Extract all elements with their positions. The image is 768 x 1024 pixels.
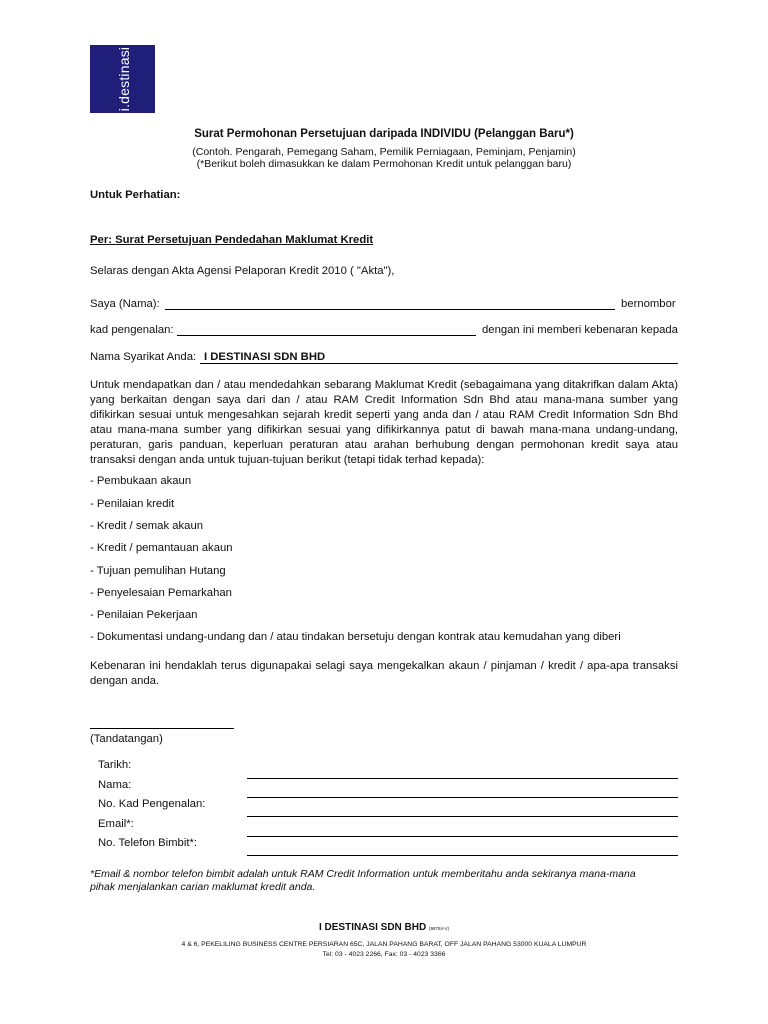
ic-label: kad pengenalan: <box>90 324 174 336</box>
company-value: I DESTINASI SDN BHD <box>204 351 326 363</box>
closing-paragraph: Kebenaran ini hendaklah terus digunapakai selagi saya mengekalkan akaun / pinjaman / kredit / apa-apa transaksi dengan anda. <box>90 660 678 687</box>
company-label: Nama Syarikat Anda: <box>90 351 197 363</box>
list-item: - Penilaian kredit <box>90 498 175 510</box>
footer-contact: Tel: 03 - 4023 2266, Fax: 03 - 4023 3366 <box>322 951 446 958</box>
footer-company <box>0 922 768 933</box>
ic-entry-line[interactable] <box>247 816 678 817</box>
document-subtitle-examples: (Contoh. Pengarah, Pemegang Saham, Pemilik Perniagaan, Peminjam, Penjamin) <box>192 146 576 158</box>
date-label: Tarikh: <box>98 759 132 771</box>
list-item: - Pembukaan akaun <box>90 475 192 487</box>
logo-text: i.destinasi <box>116 46 132 112</box>
signature-label: (Tandatangan) <box>90 733 163 745</box>
footer-reg-no: (98784-V) <box>429 926 450 931</box>
document-subtitle-note: (*Berikut boleh dimasukkan ke dalam Permohonan Kredit untuk pelanggan baru) <box>196 158 572 170</box>
signature-line[interactable] <box>90 728 234 729</box>
phone-entry-line[interactable] <box>247 855 678 856</box>
subject-line: Per: Surat Persetujuan Pendedahan Maklumat Kredit <box>90 234 374 246</box>
document-title: Surat Permohonan Persetujuan daripada INDIVIDU (Pelanggan Baru*) <box>194 128 574 140</box>
name-field-label: Nama: <box>98 779 132 791</box>
list-item: - Penilaian Pekerjaan <box>90 609 198 621</box>
list-item: - Tujuan pemulihan Hutang <box>90 565 226 577</box>
list-item: - Penyelesaian Pemarkahan <box>90 587 232 599</box>
ic-number-label: No. Kad Pengenalan: <box>98 798 206 810</box>
body-paragraph: Untuk mendapatkan dan / atau mendedahkan sebarang Maklumat Kredit (sebagaimana yang ditakrifkan dalam Akta) yang berkaitan dengan saya dari dan / atau RAM Credit Information Sdn Bhd atau mana-mana sumber yang difikirkan sesuai untuk mengesahkan sejarah kredit seperti yang anda dan / atau RAM Credit Information Sdn Bhd atau mana-mana sumber yang difikirkan sesuai yang difikirkannya patut di bawah mana-mana undang-undang, peraturan, garis panduan, keperluan peraturan atau arahan berhubung dengan permohonan kredit saya atau transaksi dengan anda untuk tujuan-tujuan berikut (tetapi tidak terhad kepada): <box>90 379 678 466</box>
contact-note: *Email & nombor telefon bimbit adalah untuk RAM Credit Information untuk memberitahu anda sekiranya mana-mana pihak menjalankan carian maklumat kredit anda. <box>90 868 636 893</box>
email-label: Email*: <box>98 818 134 830</box>
name-field-line[interactable] <box>165 309 615 310</box>
date-field-line[interactable] <box>247 778 678 779</box>
email-entry-line[interactable] <box>247 836 678 837</box>
footer-address: 4 & 6, PEKELILING BUSINESS CENTRE PERSIARAN 65C, JALAN PAHANG BARAT, OFF JALAN PAHANG 53000 KUALA LUMPUR <box>181 941 587 948</box>
list-item: - Kredit / pemantauan akaun <box>90 542 233 554</box>
name-suffix: bernombor <box>621 298 676 310</box>
ic-suffix: dengan ini memberi kebenaran kepada <box>482 324 678 336</box>
ic-field-line[interactable] <box>177 335 476 336</box>
company-field-line <box>200 363 678 364</box>
list-item: - Kredit / semak akaun <box>90 520 204 532</box>
name-entry-line[interactable] <box>247 797 678 798</box>
phone-label: No. Telefon Bimbit*: <box>98 837 198 849</box>
list-item: - Dokumentasi undang-undang dan / atau tindakan bersetuju dengan kontrak atau kemudahan yang diberi <box>90 631 621 643</box>
attention-label: Untuk Perhatian: <box>90 189 181 201</box>
footer-company-name: I DESTINASI SDN BHD <box>318 922 427 933</box>
company-logo <box>90 45 155 113</box>
name-label: Saya (Nama): <box>90 298 160 310</box>
intro-text: Selaras dengan Akta Agensi Pelaporan Kredit 2010 ( "Akta"), <box>90 265 395 277</box>
